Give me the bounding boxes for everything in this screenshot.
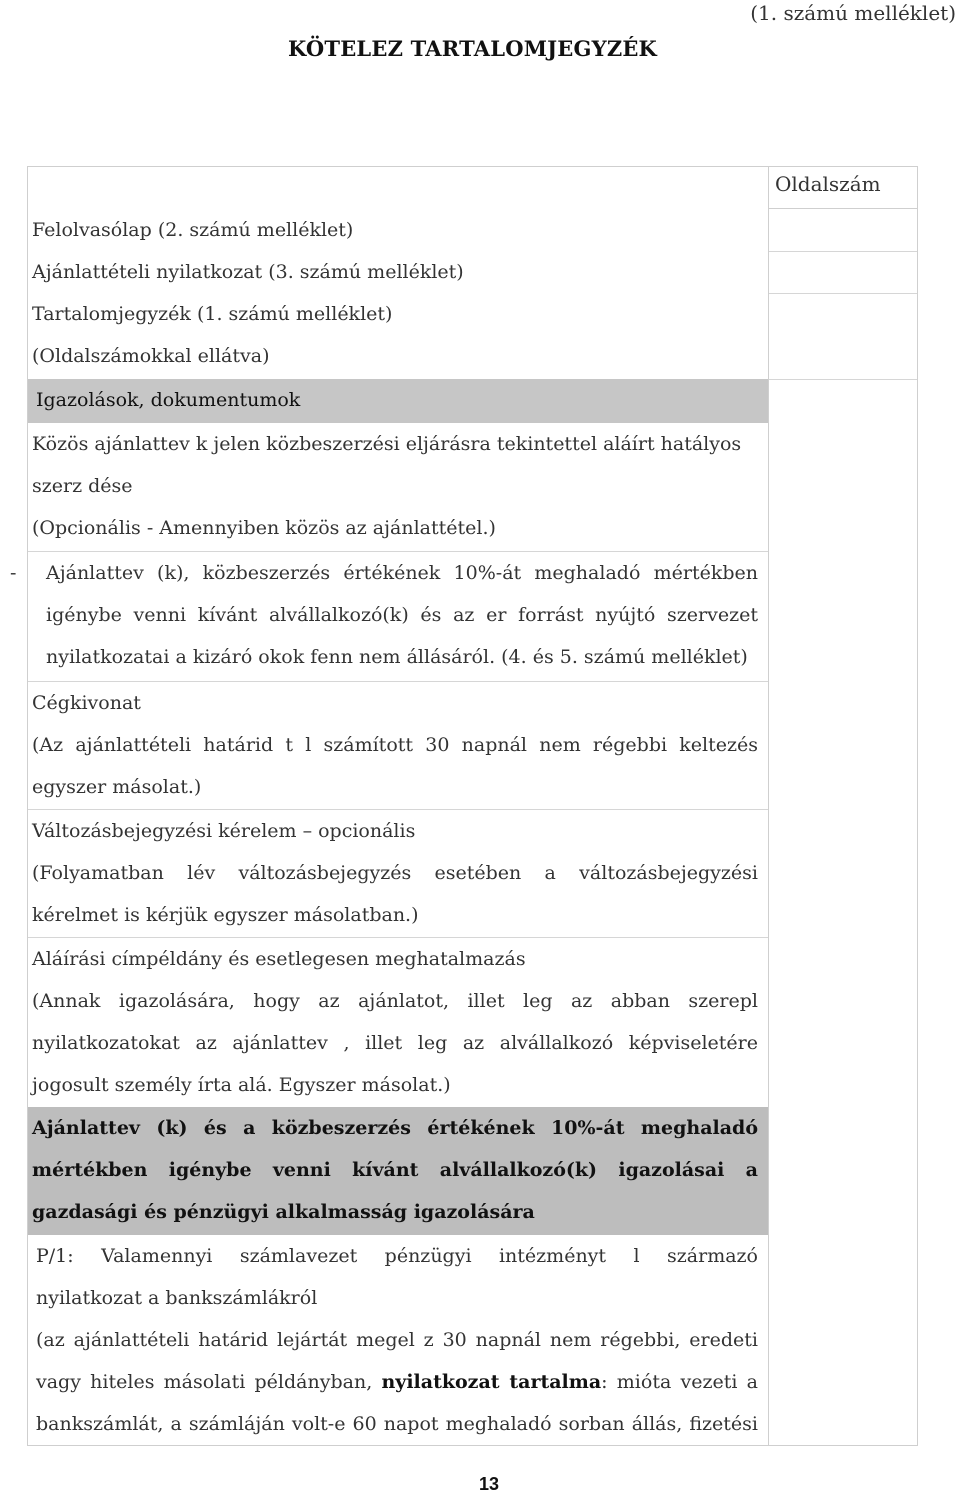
row-text: szerz dése [32, 475, 133, 497]
row-text: bankszámlát, a számláján volt-e 60 napot meghaladó sorban állás, fizetési [36, 1413, 758, 1435]
row-text: nyilatkozat a bankszámlákról [36, 1287, 318, 1309]
row-text: nyilatkozatai a kizáró okok fenn nem állásáról. (4. és 5. számú melléklet) [46, 646, 748, 668]
row-text: (Folyamatban lév változásbejegyzés esetében a változásbejegyzési [32, 862, 758, 884]
row-text: (az ajánlattételi határid lejártát megel z 30 napnál nem régebbi, eredeti [36, 1329, 758, 1351]
row-text: Cégkivonat [32, 692, 141, 714]
row-text: (Opcionális - Amennyiben közös az ajánlattétel.) [32, 517, 496, 539]
row-text: nyilatkozatokat az ajánlattev , illet leg az alvállalkozó képviseletére [32, 1032, 758, 1054]
page-cell-divider [769, 293, 917, 294]
page-number-column [768, 166, 918, 1446]
row-text: Változásbejegyzési kérelem – opcionális [32, 820, 416, 842]
row-text: egyszer másolat.) [32, 776, 202, 798]
row-text: (Oldalszámokkal ellátva) [32, 345, 270, 367]
contents-row [28, 1235, 768, 1445]
page-number: 13 [478, 1474, 500, 1494]
section-heading-text: Ajánlattev (k) és a közbeszerzés értékének 10%-át meghaladó [32, 1117, 758, 1139]
section-heading-text: Igazolások, dokumentumok [36, 389, 301, 411]
row-text: igénybe venni kívánt alvállalkozó(k) és az er forrást nyújtó szervezet [46, 604, 758, 626]
contents-column [10, 166, 769, 1446]
contents-table [10, 166, 918, 1446]
contents-row [28, 809, 768, 937]
row-text: Ajánlattev (k), közbeszerzés értékének 10%-át meghaladó mértékben [46, 562, 758, 584]
list-dash: - [10, 562, 17, 584]
page-title: KÖTELEZ TARTALOMJEGYZÉK [288, 36, 658, 61]
row-text: kérelmet is kérjük egyszer másolatban.) [32, 904, 419, 926]
row-text: Ajánlattételi nyilatkozat (3. számú melléklet) [32, 261, 464, 283]
row-text [36, 1361, 758, 1403]
contents-row [28, 937, 768, 1107]
section-heading-text: mértékben igénybe venni kívánt alvállalkozó(k) igazolásai a [32, 1159, 758, 1181]
page-number-header: Oldalszám [769, 167, 917, 209]
section-heading [28, 1107, 768, 1235]
contents-row [28, 209, 768, 251]
annex-label: (1. számú melléklet) [750, 1, 956, 25]
row-text-part: vagy hiteles másolati példányban, [36, 1371, 373, 1393]
contents-row [28, 293, 768, 379]
row-text: Felolvasólap (2. számú melléklet) [32, 219, 354, 241]
page-cell-divider [769, 379, 917, 380]
section-heading [28, 379, 768, 423]
row-text: (Az ajánlattételi határid t l számított 30 napnál nem régebbi keltezés [32, 734, 758, 756]
row-text: P/1: Valamennyi számlavezet pénzügyi intézményt l származó [36, 1245, 758, 1267]
row-text: jogosult személy írta alá. Egyszer másolat.) [32, 1074, 451, 1096]
contents-row [28, 423, 768, 551]
row-text-part: : mióta vezeti a [601, 1371, 758, 1393]
row-text-bold: nyilatkozat tartalma [381, 1371, 602, 1393]
row-text: Közös ajánlattev k jelen közbeszerzési eljárásra tekintettel aláírt hatályos [32, 433, 742, 455]
row-text: (Annak igazolására, hogy az ajánlatot, illet leg az abban szerepl [32, 990, 758, 1012]
section-heading-text: gazdasági és pénzügyi alkalmasság igazolására [32, 1201, 535, 1223]
contents-row [28, 251, 768, 293]
row-text: Tartalomjegyzék (1. számú melléklet) [32, 303, 393, 325]
contents-row [28, 681, 768, 809]
row-text: Aláírási címpéldány és esetlegesen meghatalmazás [32, 948, 526, 970]
contents-row [10, 551, 768, 681]
page-cell-divider [769, 251, 917, 252]
